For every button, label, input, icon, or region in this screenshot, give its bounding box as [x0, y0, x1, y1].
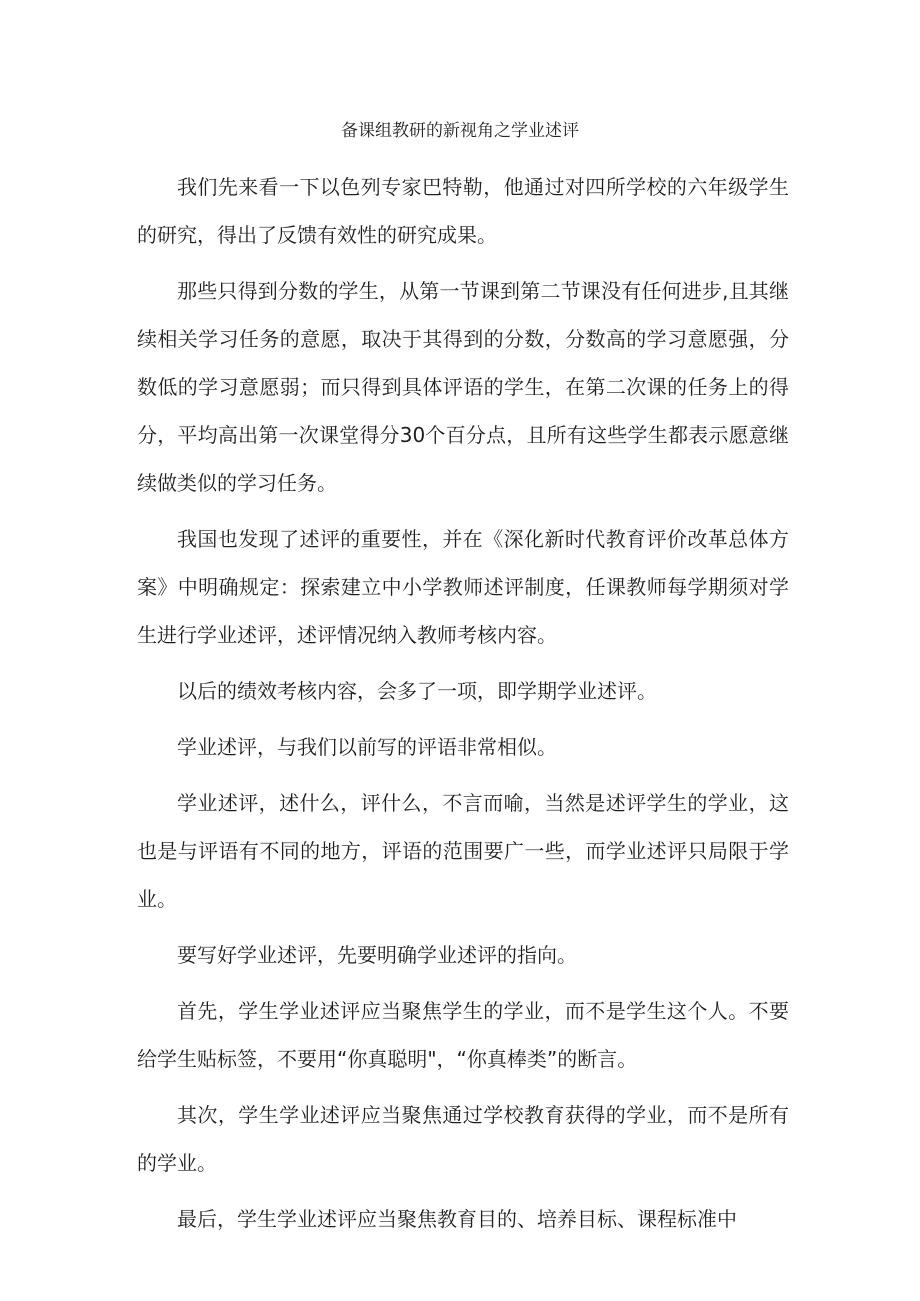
paragraph: 我们先来看一下以色列专家巴特勒，他通过对四所学校的六年级学生的研究，得出了反馈有效性的研究成果。: [137, 175, 789, 247]
paragraph: 那些只得到分数的学生，从第一节课到第二节课没有任何进步,且其继续相关学习任务的意愿，取决于其得到的分数，分数高的学习意愿强，分数低的学习意愿弱；而只得到具体评语的学生，在第二次课的任务上的得分，平均高出第一次课堂得分30个百分点，且所有这些学生都表示愿意继续做类似的学习任务。: [137, 279, 789, 495]
paragraph: 学业述评，述什么，评什么，不言而喻，当然是述评学生的学业，这也是与评语有不同的地方，评语的范围要广一些，而学业述评只局限于学业。: [137, 791, 789, 911]
paragraph: 其次，学生学业述评应当聚焦通过学校教育获得的学业，而不是所有的学业。: [137, 1103, 789, 1175]
paragraph: 要写好学业述评，先要明确学业述评的指向。: [177, 943, 577, 967]
document-body: [137, 163, 789, 1251]
paragraph: 以后的绩效考核内容，会多了一项，即学期学业述评。: [177, 679, 657, 703]
paragraph: 学业述评，与我们以前写的评语非常相似。: [177, 735, 557, 759]
paragraph: 我国也发现了述评的重要性，并在《深化新时代教育评价改革总体方案》中明确规定：探索建立中小学教师述评制度，任课教师每学期须对学生进行学业述评，述评情况纳入教师考核内容。: [137, 527, 789, 647]
paragraph: 最后，学生学业述评应当聚焦教育目的、培养目标、课程标准中: [177, 1207, 737, 1231]
paragraph: 首先，学生学业述评应当聚焦学生的学业，而不是学生这个人。不要给学生贴标签，不要用“你真聪明"，“你真棒类”的断言。: [137, 999, 789, 1071]
document-title: 备课组教研的新视角之学业述评: [341, 121, 579, 141]
